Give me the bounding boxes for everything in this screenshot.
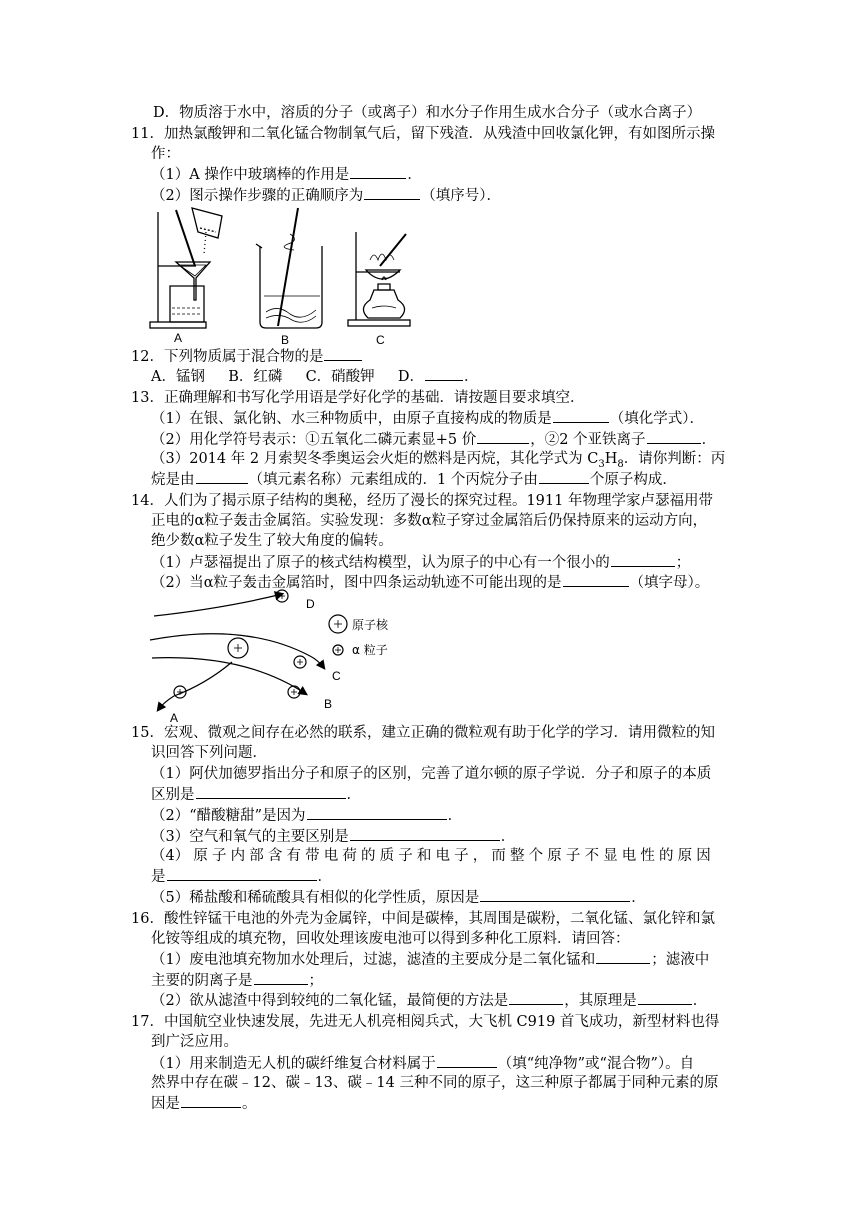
q12-stem: [131, 346, 363, 367]
q15-sub4-char: 电: [323, 848, 339, 864]
q11-sub1-text: （1）A 操作中玻璃棒的作用是: [151, 167, 350, 183]
q13-sub2-mid: ，②2 个亚铁离子: [530, 432, 646, 448]
q12-option-end: ．: [464, 369, 479, 385]
q15-sub4-char: 质: [379, 848, 395, 864]
q16-sub1-cont-text: 主要的阴离子是: [151, 973, 253, 989]
q11-sub1-end: ．: [407, 167, 422, 183]
q15-sub4-char: 的: [360, 848, 376, 864]
figure-label-b: B: [281, 333, 290, 346]
q15-sub4-char: 因: [696, 848, 711, 864]
q17-sub1-cont2-text: 因是: [151, 1096, 180, 1112]
q15-sub4-cont-end: ．: [317, 869, 332, 885]
q15-sub4-char: 原: [193, 848, 208, 864]
q17-sub1-cont2: [151, 1093, 257, 1114]
q15-sub4-char: 含: [267, 848, 283, 864]
answer-blank[interactable]: [647, 429, 701, 444]
q13-sub3-cont: [151, 469, 677, 490]
answer-blank[interactable]: [324, 346, 362, 361]
q15-sub4-char: 有: [286, 848, 301, 864]
q15-sub4-char: 子: [211, 848, 227, 864]
q11-stem: 11．加热氯酸钾和二氧化锰合物制氧气后，留下残渣．从残渣中回收氯化钾，有如图所示操: [131, 126, 715, 142]
track-label-c: C: [332, 669, 341, 683]
answer-blank[interactable]: [553, 408, 609, 423]
q13-sub1-text: （1）在银、氯化钠、水三种物质中，由原子直接构成的物质是: [151, 411, 552, 427]
q15-sub3: [151, 826, 515, 847]
answer-blank[interactable]: [364, 185, 420, 200]
q17-sub1-text: （1）用来制造无人机的碳纤维复合材料属于: [151, 1056, 436, 1072]
figure-label-a: A: [174, 331, 183, 345]
filtration-apparatus: [150, 208, 222, 328]
q15-sub4: [151, 846, 711, 866]
q15-stem: 15．宏观、微观之间存在必然的联系，建立正确的微粒观有助于化学的学习．请用微粒的知: [131, 725, 715, 741]
q15-sub3-end: ．: [500, 829, 516, 845]
q11-stem-cont: 作：: [151, 146, 180, 162]
q12-stem-text: 12．下列物质属于混合物的是: [131, 349, 324, 365]
q13-stem: 13．正确理解和书写化学用语是学好化学的基础．请按题目要求填空．: [131, 390, 585, 406]
answer-blank[interactable]: [611, 552, 675, 567]
q15-sub4-char: 个: [528, 848, 544, 864]
q17-stem-cont: 到广泛应用。: [151, 1034, 238, 1050]
q15-sub4-char: 和: [416, 848, 432, 864]
alpha-scattering-figure: [146, 584, 406, 724]
q15-sub4-char: 的: [658, 848, 674, 864]
q15-sub4-char: 子: [398, 848, 413, 864]
answer-blank[interactable]: [437, 1053, 497, 1068]
q15-sub4-char: 内: [230, 848, 246, 864]
q13-sub3-text: （3）2014 年 2 月索契冬季奥运会火炬的燃料是丙烷，其化学式为 C: [151, 451, 599, 467]
q12-option-c: C．硝酸钾: [305, 369, 375, 385]
q13-sub2-text: （2）用化学符号表示：①五氧化二磷元素显+5 价: [151, 432, 477, 448]
q15-sub4-char: 不: [584, 848, 599, 864]
q15-sub1: （1）阿伏加德罗指出分子和原子的区别，完善了道尔顿的原子学说．分子和原子的本质: [151, 766, 712, 782]
q13-sub3-end: ．请你判断：丙: [623, 451, 726, 467]
answer-blank[interactable]: [307, 805, 447, 820]
q15-sub4-char: 荷: [342, 848, 357, 864]
answer-blank[interactable]: [181, 1093, 241, 1108]
q13-sub1-end: （填化学式）．: [609, 411, 704, 427]
q16-sub1-cont-end: ；: [308, 973, 323, 989]
q13-sub3-cont-end: 个原子构成．: [589, 472, 677, 488]
q11-sub1: [151, 164, 422, 185]
q15-sub3-text: （3）空气和氧气的主要区别是: [151, 829, 349, 845]
q15-sub4-char: 整: [509, 848, 525, 864]
q11-sub2-text: （2）图示操作步骤的正确顺序为: [151, 188, 364, 204]
q14-stem-cont1: 正电的α粒子轰击金属箔。实验发现：多数α粒子穿过金属箔后仍保持原来的运动方向，: [151, 513, 708, 529]
q15-sub2: [151, 805, 462, 826]
q15-sub4-char: 原: [677, 848, 693, 864]
q15-sub5-text: （5）稀盐酸和稀硫酸具有相似的化学性质，原因是: [151, 890, 480, 906]
figure-label-c: C: [376, 333, 385, 346]
answer-blank[interactable]: [425, 366, 463, 381]
q13-sub1: [151, 408, 704, 429]
q16-sub1-text: （1）废电池填充物加水处理后，过滤，滤渣的主要成分是二氧化锰和: [151, 952, 596, 968]
q14-sub1-end: ；: [675, 555, 691, 571]
q15-sub1-cont: [151, 784, 361, 805]
q11-sub2: [151, 185, 501, 206]
q15-sub4-char: 而: [491, 848, 506, 864]
track-d: [154, 594, 282, 616]
track-label-a: A: [170, 711, 179, 724]
q15-sub4-char: 电: [435, 848, 450, 864]
q17-sub1-mid: （填“纯净物”或“混合物”）。自: [497, 1056, 695, 1072]
q15-sub1-cont-end: ．: [346, 787, 361, 803]
q17-sub1: [151, 1053, 694, 1074]
q15-stem-cont: 识回答下列问题．: [151, 745, 267, 761]
q11-sub2-end: （填序号）．: [421, 188, 501, 204]
formula-subscript: 8: [617, 458, 624, 470]
answer-blank[interactable]: [596, 949, 650, 964]
track-c: [150, 634, 324, 668]
answer-blank[interactable]: [509, 990, 563, 1005]
q16-sub1-cont: [151, 970, 323, 991]
answer-blank[interactable]: [196, 784, 346, 799]
q16-sub2-mid: ，其原理是: [564, 993, 637, 1009]
q15-sub4-char: （4）: [151, 848, 190, 864]
q14-stem-cont2: 绝少数α粒子发生了较大角度的偏转。: [151, 533, 393, 549]
evaporation-apparatus: [348, 232, 410, 326]
track-label-b: B: [324, 697, 333, 711]
q12-option-a: A．锰钢: [151, 369, 205, 385]
q12-options: [151, 366, 479, 387]
track-label-d: D: [306, 597, 315, 611]
q15-sub4-cont: [151, 866, 332, 887]
answer-blank[interactable]: [539, 469, 589, 484]
answer-blank[interactable]: [196, 469, 248, 484]
q15-sub4-cont-text: 是: [151, 869, 166, 885]
q16-stem-cont: 化铵等组成的填充物，回收处理该废电池可以得到多种化工原料．请回答：: [151, 931, 630, 947]
q15-sub5-end: ．: [631, 890, 646, 906]
q15-sub4-char: 子: [565, 848, 581, 864]
q13-sub2: [151, 429, 716, 450]
q15-sub4-char: 部: [249, 848, 264, 864]
answer-blank[interactable]: [254, 970, 308, 985]
q16-stem: 16．酸性锌锰干电池的外壳为金属锌，中间是碳棒，其周围是碳粉，二氧化锰、氯化锌和氯: [131, 911, 715, 927]
q16-sub1-mid: ；滤液中: [651, 952, 710, 968]
q15-sub4-char: 带: [305, 848, 320, 864]
q15-sub2-end: ．: [447, 808, 463, 824]
q15-sub4-char: 显: [603, 848, 618, 864]
answer-blank[interactable]: [477, 429, 529, 444]
option-d-line: D．物质溶于水中，溶质的分子（或离子）和水分子作用生成水合分子（或水合离子）: [153, 105, 702, 121]
q12-option-b: B．红磷: [228, 369, 283, 385]
answer-blank[interactable]: [350, 164, 406, 179]
q16-sub2-text: （2）欲从滤渣中得到较纯的二氧化锰，最简便的方法是: [151, 993, 509, 1009]
q13-sub3-cont-text: 烷是由: [151, 472, 195, 488]
q15-sub1-cont-text: 区别是: [151, 787, 195, 803]
q15-sub2-text: （2）“醋酸糖甜”是因为: [151, 808, 306, 824]
q15-sub5: [151, 887, 646, 908]
q17-sub1-cont2-end: 。: [242, 1096, 257, 1112]
q12-option-d: D．: [397, 369, 425, 385]
q16-sub2-end: ．: [692, 993, 708, 1009]
beaker-stirring: [256, 208, 322, 328]
q14-sub1-text: （1）卢瑟福提出了原子的核式结构模型，认为原子的中心有一个很小的: [151, 555, 610, 571]
legend-alpha-label: α 粒子: [352, 643, 388, 657]
lab-operations-figure: [148, 204, 448, 346]
answer-blank[interactable]: [563, 572, 629, 587]
q15-sub4-char: ，: [472, 848, 488, 864]
legend-nucleus-label: 原子核: [352, 618, 389, 632]
q15-sub4-char: 子: [454, 848, 469, 864]
q15-sub4-char: 电: [621, 848, 637, 864]
q14-stem: 14．人们为了揭示原子结构的奥秘，经历了漫长的探究过程。1911 年物理学家卢瑟福用带: [131, 493, 713, 509]
q16-sub1: [151, 949, 709, 970]
track-a: [158, 662, 232, 710]
formula-element: H: [604, 451, 618, 467]
q16-sub2: [151, 990, 707, 1011]
answer-blank[interactable]: [638, 990, 692, 1005]
q14-sub1: [151, 552, 690, 573]
q15-sub4-char: 原: [547, 848, 562, 864]
q17-stem: 17．中国航空业快速发展，先进无人机亮相阅兵式，大飞机 C919 首飞成功，新型材料也得: [131, 1014, 720, 1030]
q13-sub3-cont-mid: （填元素名称）元素组成的．1 个丙烷分子由: [248, 472, 538, 488]
q13-sub2-end: ．: [701, 432, 717, 448]
q17-sub1-cont: 然界中存在碳﹣12、碳﹣13、碳﹣14 三种不同的原子，这三种原子都属于同种元素的原: [151, 1075, 719, 1091]
formula-subscript: 3: [598, 458, 605, 470]
q14-sub2-text: （2）当α粒子轰击金属箔时，图中四条运动轨迹不可能出现的是: [151, 575, 562, 591]
answer-blank[interactable]: [167, 866, 317, 881]
q14-sub2-end: （填字母）。: [629, 575, 710, 591]
answer-blank[interactable]: [350, 826, 500, 841]
q15-sub4-char: 性: [640, 848, 655, 864]
answer-blank[interactable]: [480, 887, 630, 902]
